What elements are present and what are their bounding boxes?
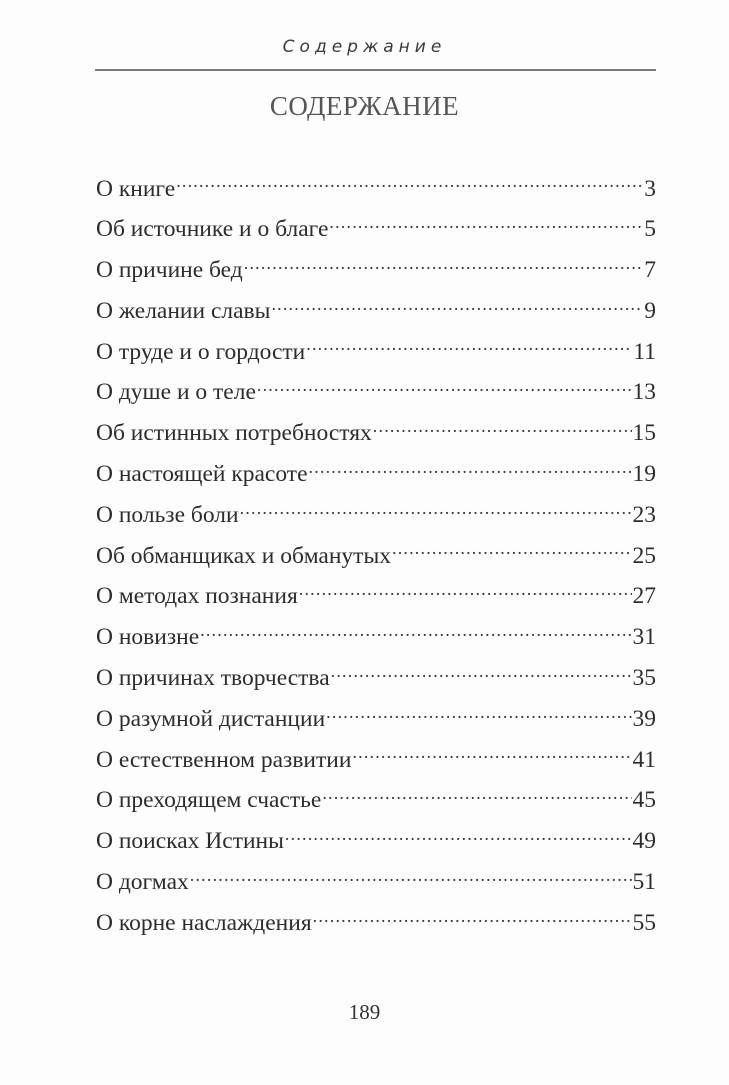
- dot-leader: [271, 294, 643, 318]
- toc-entry-label: Об обманщиках и обманутых: [96, 542, 391, 569]
- toc-entry-page: 5: [644, 216, 656, 243]
- toc-entry[interactable]: [96, 376, 656, 417]
- toc-entry-label: О душе и о теле: [96, 379, 256, 406]
- dot-leader: [331, 662, 632, 686]
- toc-entry[interactable]: [96, 784, 656, 825]
- toc-entry-label: О труде и о гордости: [96, 338, 306, 365]
- running-header: Содержание: [282, 37, 447, 57]
- dot-leader: [329, 213, 643, 237]
- toc-entry-page: 23: [632, 501, 656, 528]
- dot-leader: [352, 743, 631, 767]
- dot-leader: [373, 417, 632, 441]
- toc-entry-page: 27: [632, 583, 656, 610]
- toc-entry-label: О преходящем счастье: [96, 787, 322, 814]
- header-rule: [95, 69, 656, 71]
- toc-entry[interactable]: [96, 906, 656, 947]
- toc-entry-page: 19: [632, 461, 656, 488]
- dot-leader: [309, 458, 632, 482]
- toc-entry[interactable]: [96, 458, 656, 499]
- toc-entry-page: 11: [633, 338, 656, 365]
- dot-leader: [200, 621, 631, 645]
- page-number: 189: [348, 1000, 381, 1024]
- toc-title: СОДЕРЖАНИЕ: [269, 91, 460, 121]
- toc-entry-label: О естественном развитии: [96, 746, 352, 773]
- toc-entry[interactable]: [96, 866, 656, 907]
- dot-leader: [313, 906, 632, 930]
- toc-entry-label: О пользе боли: [96, 501, 239, 528]
- toc-entry[interactable]: [96, 213, 656, 254]
- toc-entry-page: 25: [632, 542, 656, 569]
- toc-entry-page: 31: [632, 624, 656, 651]
- dot-leader: [190, 866, 632, 890]
- toc-entry-label: Об источнике и о благе: [96, 216, 329, 243]
- dot-leader: [257, 376, 632, 400]
- toc-entry-page: 35: [632, 665, 656, 692]
- toc-entry[interactable]: [96, 335, 656, 376]
- toc-entry[interactable]: [96, 254, 656, 295]
- toc-entry[interactable]: [96, 825, 656, 866]
- toc-entry-label: О причине бед: [96, 257, 243, 284]
- toc-entry-page: 7: [644, 257, 656, 284]
- toc-entry-label: О корне наслаждения: [96, 909, 312, 936]
- toc-entry[interactable]: [96, 743, 656, 784]
- dot-leader: [322, 784, 631, 808]
- dot-leader: [299, 580, 632, 604]
- toc-entry[interactable]: [96, 621, 656, 662]
- toc-entry-label: О книге: [96, 175, 176, 202]
- toc-entry-page: 9: [644, 297, 656, 324]
- toc-entry-label: О настоящей красоте: [96, 461, 308, 488]
- dot-leader: [306, 335, 632, 359]
- toc-entry-page: 13: [632, 379, 656, 406]
- toc-entry-page: 49: [632, 828, 656, 855]
- dot-leader: [244, 254, 644, 278]
- toc-list: [96, 172, 656, 947]
- toc-entry-label: О разумной дистанции: [96, 705, 326, 732]
- toc-entry[interactable]: [96, 702, 656, 743]
- toc-entry-label: О желании славы: [96, 297, 271, 324]
- toc-entry-page: 39: [632, 705, 656, 732]
- dot-leader: [326, 702, 631, 726]
- toc-entry-label: О методах познания: [96, 583, 298, 610]
- toc-entry[interactable]: [96, 498, 656, 539]
- toc-entry-label: О догмах: [96, 869, 189, 896]
- dot-leader: [285, 825, 632, 849]
- toc-entry-page: 41: [632, 746, 656, 773]
- toc-entry-page: 55: [632, 909, 656, 936]
- dot-leader: [176, 172, 643, 196]
- toc-entry-label: О причинах творчества: [96, 665, 330, 692]
- toc-entry-label: О новизне: [96, 624, 200, 651]
- dot-leader: [240, 498, 632, 522]
- toc-entry-page: 51: [632, 869, 656, 896]
- toc-entry[interactable]: [96, 662, 656, 703]
- toc-entry-page: 45: [632, 787, 656, 814]
- dot-leader: [392, 539, 632, 563]
- toc-entry-label: Об истинных потребностях: [96, 420, 372, 447]
- toc-entry-page: 15: [632, 420, 656, 447]
- toc-entry-label: О поисках Истины: [96, 828, 284, 855]
- toc-entry[interactable]: [96, 172, 656, 213]
- toc-entry-page: 3: [644, 175, 656, 202]
- toc-entry[interactable]: [96, 417, 656, 458]
- toc-entry[interactable]: [96, 294, 656, 335]
- toc-entry[interactable]: [96, 580, 656, 621]
- toc-entry[interactable]: [96, 539, 656, 580]
